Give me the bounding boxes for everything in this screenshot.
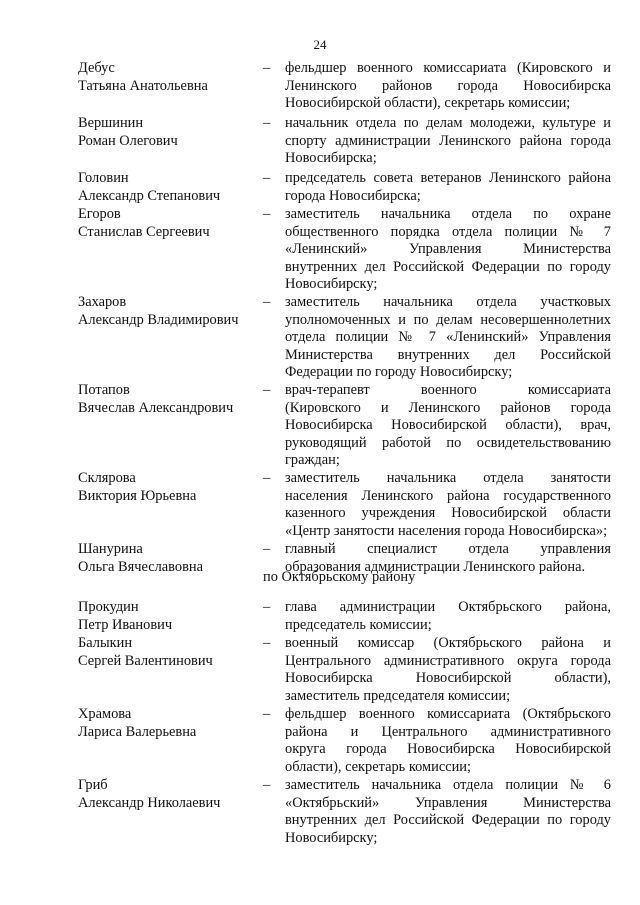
position-line: главный специалист отдела управления [285, 541, 611, 557]
member-given-names: Виктория Юрьевна [78, 487, 197, 504]
member-name [78, 635, 258, 670]
member-name [78, 541, 258, 576]
position-line: района и Центрального административного [285, 723, 611, 740]
member-given-names: Сергей Валентинович [78, 652, 213, 669]
position-line: Новосибирска; [285, 150, 377, 167]
member-surname: Дебус [78, 60, 115, 76]
position-line: руководящий работой по освидетельствованию [285, 434, 611, 451]
position-line: Министерства внутренних дел Российской [285, 346, 611, 363]
member-given-names: Роман Олегович [78, 132, 178, 149]
position-line: населения Ленинского района государственного [285, 487, 611, 504]
member-name [78, 777, 258, 812]
dash-separator: – [263, 541, 271, 557]
dash-separator: – [263, 706, 271, 722]
member-position [285, 382, 611, 470]
dash-separator: – [263, 599, 271, 615]
member-name [78, 206, 258, 241]
position-line: глава администрации Октябрьского района, [285, 599, 611, 615]
position-line: внутренних дел Российской Федерации по городу [285, 812, 611, 829]
member-surname: Захаров [78, 294, 127, 310]
member-name [78, 470, 258, 505]
dash-separator: – [263, 635, 271, 651]
member-given-names: Лариса Валерьевна [78, 723, 197, 740]
member-position [285, 470, 611, 540]
dash-separator: – [263, 115, 271, 131]
member-position [285, 206, 611, 294]
position-line: заместитель начальника отдела участковых [285, 294, 611, 310]
dash-separator: – [263, 777, 271, 793]
member-position [285, 170, 611, 205]
position-line: фельдшер военного комиссариата (Кировского и [285, 60, 611, 76]
member-name [78, 115, 258, 150]
member-name [78, 60, 258, 95]
position-line: Новосибирска Новосибирской области), врач, [285, 417, 611, 434]
member-position [285, 635, 611, 705]
position-line: внутренних дел Российской Федерации по городу [285, 258, 611, 275]
dash-separator: – [263, 206, 271, 222]
position-line: граждан; [285, 452, 340, 469]
member-given-names: Александр Владимирович [78, 311, 239, 328]
position-line: председатель комиссии; [285, 616, 432, 633]
dash-separator: – [263, 294, 271, 310]
dash-separator: – [263, 170, 271, 186]
position-line: Федерации по городу Новосибирску; [285, 364, 513, 381]
position-line: заместитель начальника отдела полиции № 6 [285, 777, 611, 793]
member-given-names: Вячеслав Александрович [78, 399, 234, 416]
member-surname: Головин [78, 170, 129, 186]
member-surname: Гриб [78, 777, 108, 793]
position-line: Новосибирска Новосибирской области), [285, 670, 611, 687]
member-surname: Прокудин [78, 599, 139, 615]
position-line: Новосибирску; [285, 276, 378, 293]
member-surname: Балыкин [78, 635, 133, 651]
position-line: отдела полиции № 7 «Ленинский» Управления [285, 329, 611, 346]
member-name [78, 599, 258, 634]
member-position [285, 777, 611, 847]
position-line: председатель совета ветеранов Ленинского района [285, 170, 611, 186]
member-given-names: Александр Николаевич [78, 794, 221, 811]
member-given-names: Татьяна Анатольевна [78, 77, 208, 94]
member-surname: Склярова [78, 470, 136, 486]
position-line: округа города Новосибирска Новосибирской [285, 741, 611, 758]
member-name [78, 294, 258, 329]
position-line: фельдшер военного комиссариата (Октябрьского [285, 706, 611, 722]
position-line: Ленинского районов города Новосибирска [285, 77, 611, 94]
dash-separator: – [263, 60, 271, 76]
member-surname: Храмова [78, 706, 132, 722]
member-given-names: Александр Степанович [78, 187, 221, 204]
position-line: Центрального административного округа города [285, 652, 611, 669]
position-line: «Октябрьский» Управления Министерства [285, 794, 611, 811]
member-position [285, 60, 611, 113]
member-name [78, 170, 258, 205]
member-position [285, 599, 611, 634]
position-line: образования администрации Ленинского района. [285, 558, 586, 575]
position-line: общественного порядка отдела полиции № 7 [285, 223, 611, 240]
member-given-names: Петр Иванович [78, 616, 173, 633]
position-line: казенного учреждения Новосибирской области [285, 505, 611, 522]
position-line: врач-терапевт военного комиссариата [285, 382, 611, 398]
member-name [78, 382, 258, 417]
dash-separator: – [263, 382, 271, 398]
position-line: начальник отдела по делам молодежи, культуре и [285, 115, 611, 131]
member-position [285, 294, 611, 382]
dash-separator: – [263, 470, 271, 486]
member-position [285, 706, 611, 776]
position-line: области), секретарь комиссии; [285, 758, 471, 775]
member-name [78, 706, 258, 741]
member-given-names: Ольга Вячеславовна [78, 558, 203, 575]
member-given-names: Станислав Сергеевич [78, 223, 210, 240]
position-line: «Центр занятости населения города Новосибирска»; [285, 522, 608, 539]
position-line: (Кировского и Ленинского районов города [285, 399, 611, 416]
position-line: Новосибирской области), секретарь комиссии; [285, 95, 571, 112]
position-line: заместитель председателя комиссии; [285, 687, 511, 704]
position-line: военный комиссар (Октябрьского района и [285, 635, 611, 651]
page-number: 24 [313, 37, 327, 52]
member-surname: Потапов [78, 382, 130, 398]
position-line: города Новосибирска; [285, 187, 421, 204]
position-line: спорту администрации Ленинского района города [285, 132, 611, 149]
member-position [285, 115, 611, 168]
member-surname: Шанурина [78, 541, 143, 557]
position-line: уполномоченных и по делам несовершеннолетних [285, 311, 611, 328]
member-surname: Егоров [78, 206, 121, 222]
member-surname: Вершинин [78, 115, 144, 131]
position-line: «Ленинский» Управления Министерства [285, 241, 611, 258]
position-line: заместитель начальника отдела по охране [285, 206, 611, 222]
position-line: Новосибирску; [285, 829, 378, 846]
section-heading: по Октябрьскому району [263, 569, 416, 585]
position-line: заместитель начальника отдела занятости [285, 470, 611, 486]
